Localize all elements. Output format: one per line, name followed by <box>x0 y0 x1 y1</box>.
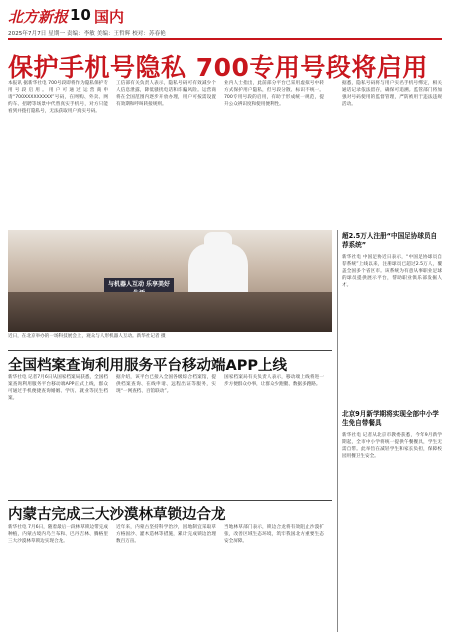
crowd-silhouette <box>8 292 332 332</box>
article2-col1: 新华社电 记者7月6日从国家档案局获悉，全国档案查询利用服务平台移动端APP正式上线，群众可通过手机便捷查询婚姻、学历、就业等民生档案。 <box>8 375 108 401</box>
page-number: 10 <box>70 6 91 24</box>
column-divider <box>337 230 338 632</box>
section-title: 国内 <box>94 8 125 26</box>
sidebar-story2-title: 北京9月新学期将实现全部中小学生免自带餐具 <box>342 410 439 427</box>
article1-col3: 业内人士指出，此前部分平台已采用虚拟号中转方式保护用户隐私，但号段分散、标识不统一。700专用号段的启用，有助于形成统一规范，提升公众辨识度和使用便利性。 <box>224 81 324 107</box>
article3-col1: 新华社电 7月6日，随着最后一段林草锁边带完成种植，内蒙古境内乌兰布和、巴丹吉林、腾格里三大沙漠林草锁边实现合龙。 <box>8 525 108 544</box>
section-divider <box>8 500 332 501</box>
exhibit-sign-text: 与机器人互动 乐享美好 <box>107 281 171 288</box>
article2-col2: 据介绍，该平台已接入全国各级综合档案馆，提供档案查询、在线申请、远程出证等服务，实现“一网查档、百馆联动”。 <box>116 375 216 394</box>
section-divider <box>8 350 332 351</box>
photo-caption: 近日，在北京举办的一场科技展会上，观众与人形机器人互动。新华社记者 摄 <box>8 334 166 339</box>
article3-col2: 近年来，内蒙古坚持科学治沙，因地制宜采取草方格固沙、灌木造林等措施，累计完成锁边治理数百万亩。 <box>116 525 216 544</box>
article2-col3: 国家档案局有关负责人表示，移动端上线将进一步方便群众办事，让群众少跑腿、数据多跑路。 <box>224 375 324 387</box>
article3-col3: 当地林草部门表示，锁边合龙将有效阻止沙漠扩张，改善区域生态环境，筑牢我国北方重要生态安全屏障。 <box>224 525 324 544</box>
article2-headline: 全国档案查询利用服务平台移动端APP上线 <box>8 358 287 374</box>
article1-col1: 本报讯 据新华社电 700号段即将作为隐私保护专用号段启用。用户可通过运营商申请“700XXXXXXXXX”号码，在网购、外卖、网约车、招聘等场景中代替真实手机号，对方只能看到并拨打隐私号，无法获取用户真实号码。 <box>8 81 108 114</box>
main-headline: 保护手机号隐私 700专用号段将启用 <box>8 53 428 82</box>
masthead <box>8 6 442 37</box>
sidebar-story1-title: 超2.5万人注册“中国足协球员自荐系统” <box>342 232 438 249</box>
news-photo <box>8 230 332 332</box>
dateline: 2025年7月7日 星期一 责编：李敏 美编：王哲辉 校对：苏春艳 <box>8 31 166 37</box>
masthead-rule <box>8 38 442 40</box>
sidebar-story2-body: 新华社电 记者从北京市教委获悉，今年9月新学期起，全市中小学将统一提供午餐餐具，学生无需自带。此举旨在减轻学生和家长负担，保障校园用餐卫生安全。 <box>342 433 442 459</box>
robot-head <box>204 232 232 256</box>
article3-headline: 内蒙古完成三大沙漠林草锁边合龙 <box>8 507 226 523</box>
newspaper-logo: 北方新报 <box>8 8 69 26</box>
article1-col4: 据悉，隐私号码将与用户实名手机号绑定，相关通话记录依法留存，确保可追溯。监管部门将加强对号码使用的监督管理，严防被用于违法违规活动。 <box>342 81 442 107</box>
sidebar-story1-body: 新华社电 中国足协近日表示，“中国足协球员自荐系统”上线以来，注册球员已超过2.5万人，覆盖全国多个省区市。该系统为有意从事职业足球的球员提供展示平台，帮助职业俱乐部发掘人才。 <box>342 255 442 288</box>
article1-col2: 工信部有关负责人表示，隐私号码可有效减少个人信息泄露，降低骚扰电话和诈骗风险。运营商将在全国范围内逐步开放办理，用户可按需设置有效期和呼叫转接规则。 <box>116 81 216 107</box>
